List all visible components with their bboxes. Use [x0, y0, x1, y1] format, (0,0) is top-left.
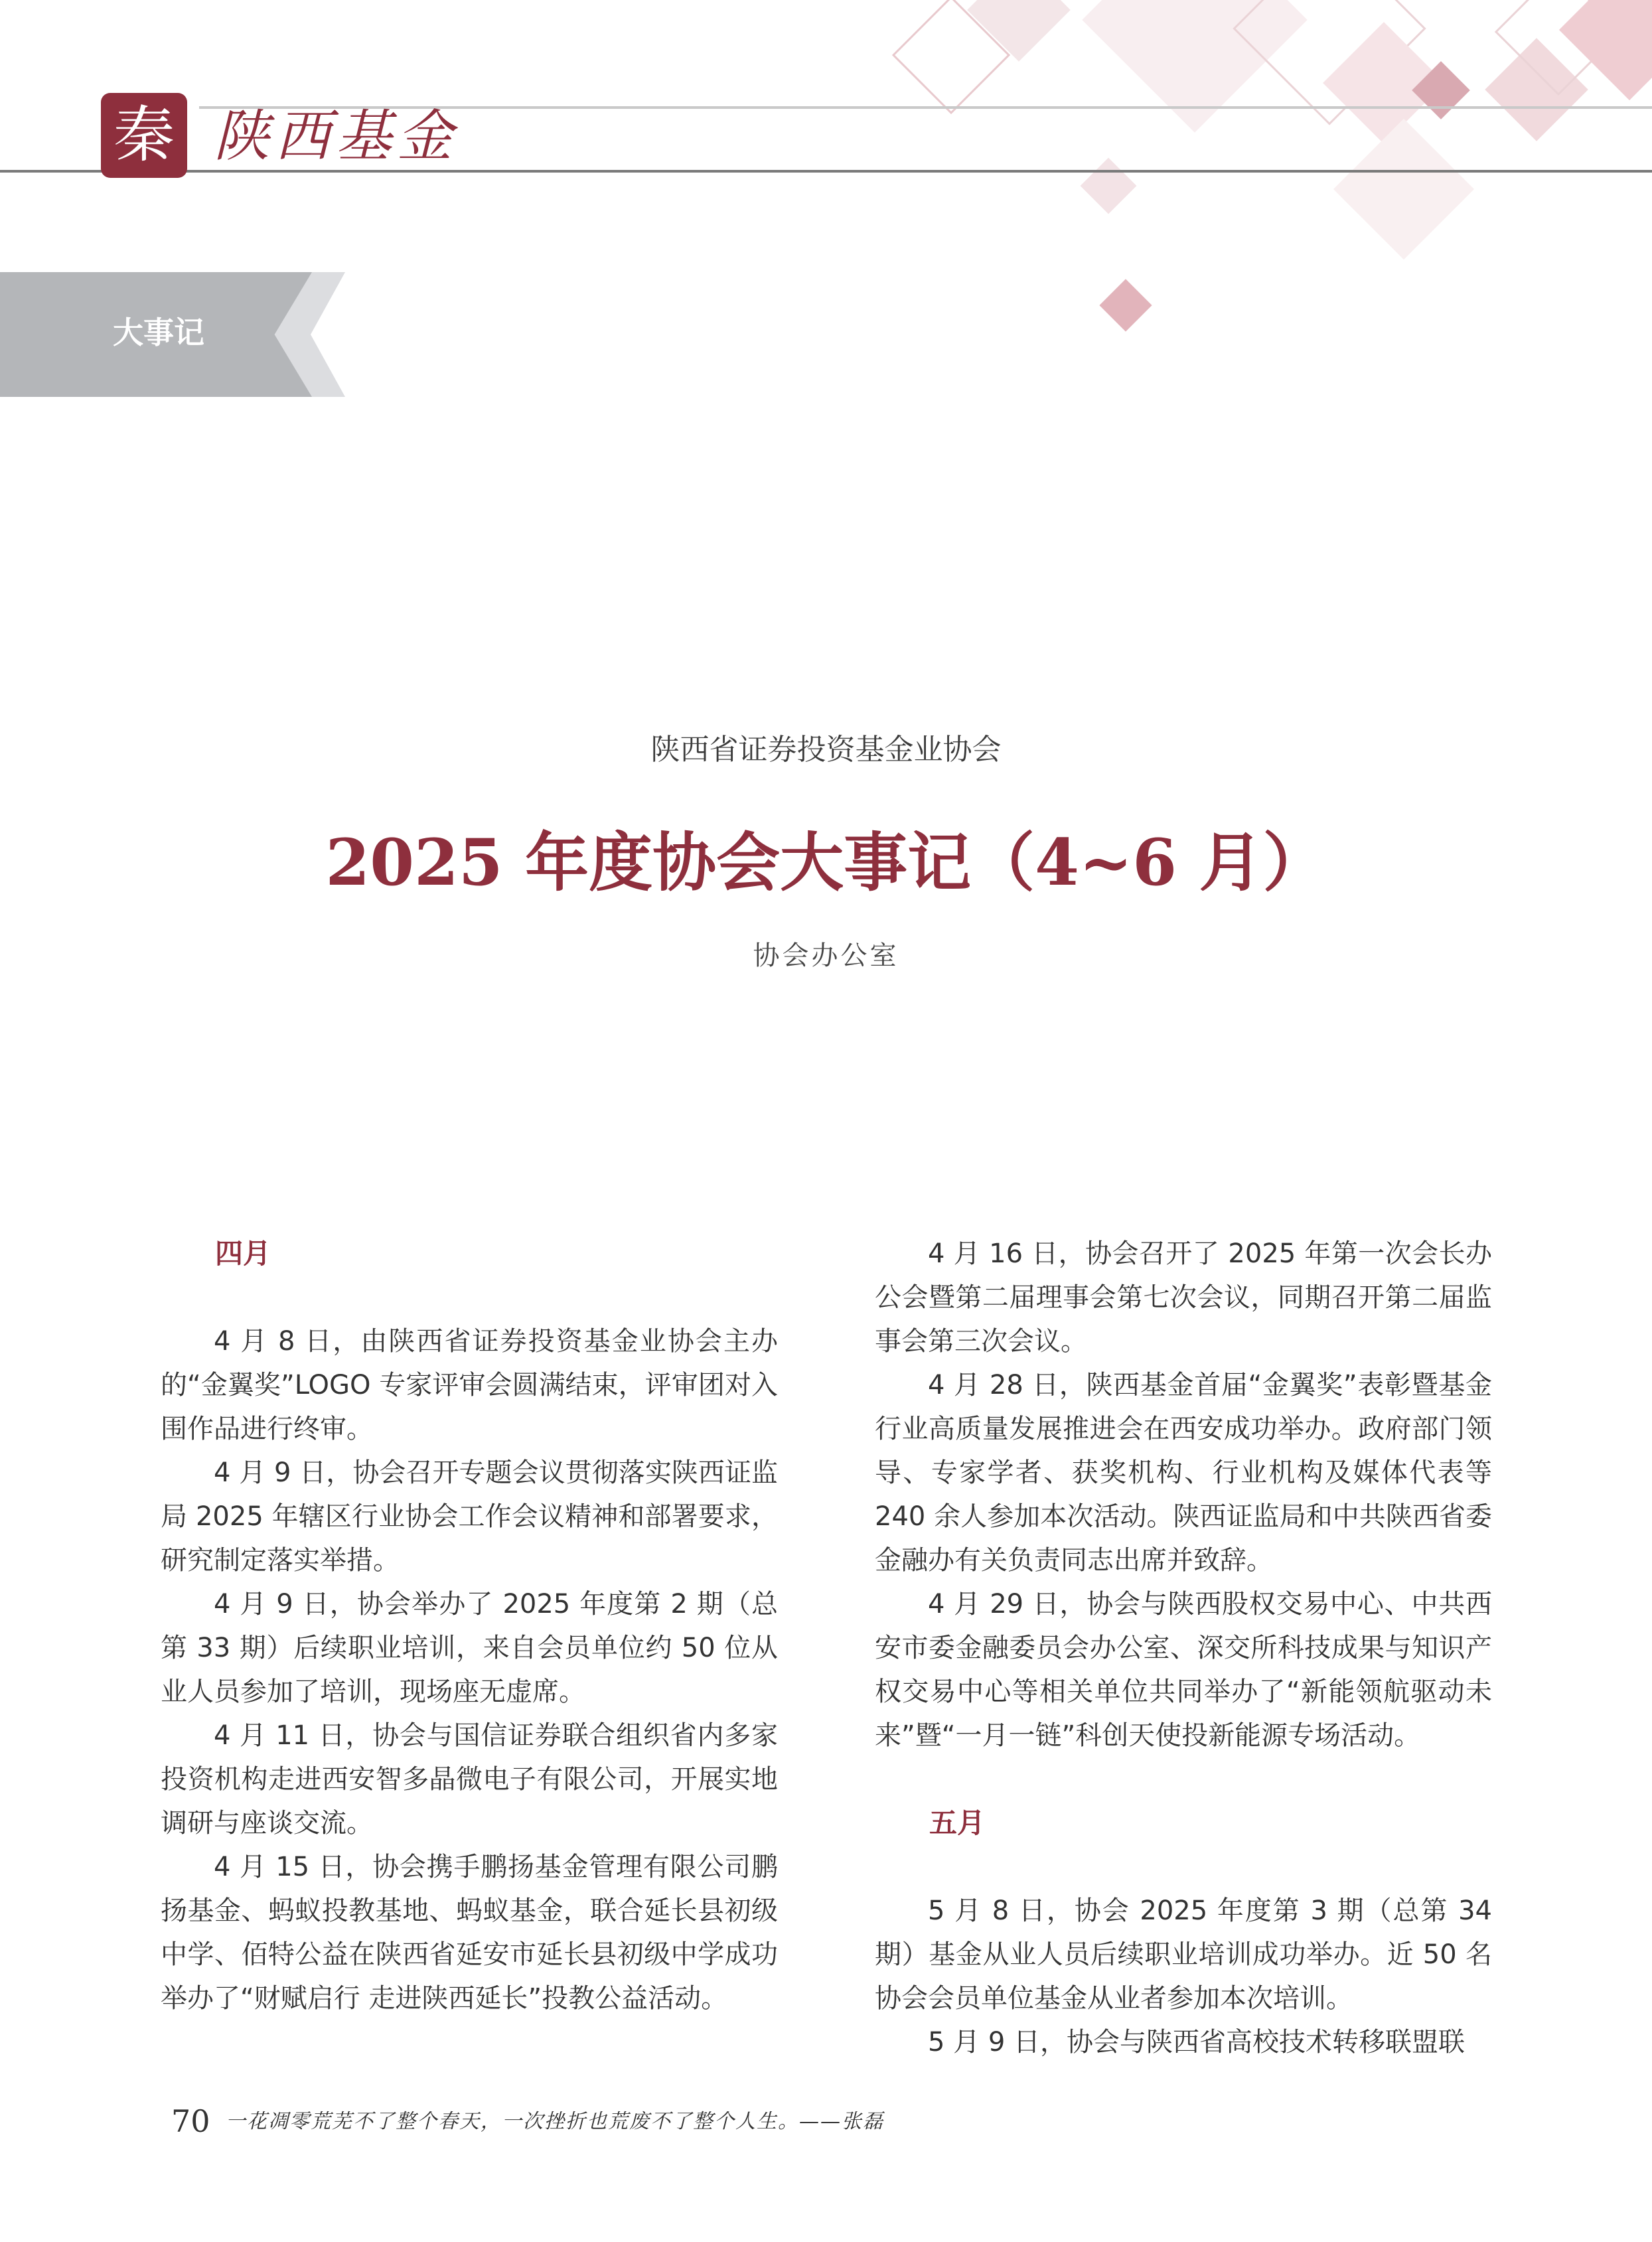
brand-name: 陕西基金: [214, 104, 459, 169]
event-paragraph: 4 月 28 日，陕西基金首届“金翼奖”表彰暨基金行业高质量发展推进会在西安成功举办。政府部门领导、专家学者、获奖机构、行业机构及媒体代表等 240 余人参加本次活动。陕西证监局和中共陕西省委金融办有关负责同志出席并致辞。: [875, 1370, 1492, 1576]
logo-seal-char: 秦: [113, 100, 175, 171]
month-heading-april: 四月: [215, 1237, 271, 1270]
decor-diamond-10: [1333, 119, 1474, 260]
event-paragraph: 4 月 16 日，协会召开了 2025 年第一次会长办公会暨第二届理事会第七次会议，同期召开第二届监事会第三次会议。: [875, 1238, 1492, 1357]
decor-diamond-11: [1081, 158, 1137, 214]
page-number: 70: [171, 2103, 210, 2139]
event-paragraph: 4 月 15 日，协会携手鹏扬基金管理有限公司鹏扬基金、蚂蚁投教基地、蚂蚁基金，联合延长县初级中学、佰特公益在陕西省延安市延长县初级中学成功举办了“财赋启行 走进陕西延长”投教公益活动。: [161, 1852, 778, 2014]
event-paragraph: 4 月 9 日，协会召开专题会议贯彻落实陕西证监局 2025 年辖区行业协会工作会议精神和部署要求，研究制定落实举措。: [161, 1457, 778, 1576]
footer-quote: 一花凋零荒芜不了整个春天，一次挫折也荒废不了整个人生。——张磊: [226, 2110, 884, 2133]
author: 协会办公室: [753, 940, 899, 971]
event-paragraph: 4 月 8 日，由陕西省证券投资基金业协会主办的“金翼奖”LOGO 专家评审会圆满结束，评审团对入围作品进行终审。: [161, 1326, 778, 1444]
event-paragraph: 4 月 9 日，协会举办了 2025 年度第 2 期（总第 33 期）后续职业培训，来自会员单位约 50 位从业人员参加了培训，现场座无虚席。: [161, 1589, 778, 1707]
event-paragraph: 5 月 9 日，协会与陕西省高校技术转移联盟联: [928, 2027, 1465, 2057]
right-column: [875, 1232, 1492, 2064]
event-paragraph: 4 月 11 日，协会与国信证券联合组织省内多家投资机构走进西安智多晶微电子有限公司，开展实地调研与座谈交流。: [161, 1720, 778, 1838]
logo-seal: [101, 93, 187, 178]
org-name: 陕西省证券投资基金业协会: [650, 733, 1002, 767]
section-tab-label: 大事记: [113, 315, 204, 350]
decor-diamond-12: [1099, 279, 1152, 331]
event-paragraph: 4 月 29 日，协会与陕西股权交易中心、中共西安市委金融委员会办公室、深交所科技成果与知识产权交易中心等相关单位共同举办了“新能领航驱动未来”暨“一月一链”科创天使投新能源专场活动。: [875, 1589, 1492, 1751]
month-heading-may: 五月: [929, 1807, 986, 1839]
left-column: [161, 1232, 778, 2020]
page-title: 2025 年度协会大事记（4~6 月）: [325, 825, 1327, 900]
event-paragraph: 5 月 8 日，协会 2025 年度第 3 期（总第 34 期）基金从业人员后续职业培训成功举办。近 50 名协会会员单位基金从业者参加本次培训。: [875, 1896, 1492, 2014]
